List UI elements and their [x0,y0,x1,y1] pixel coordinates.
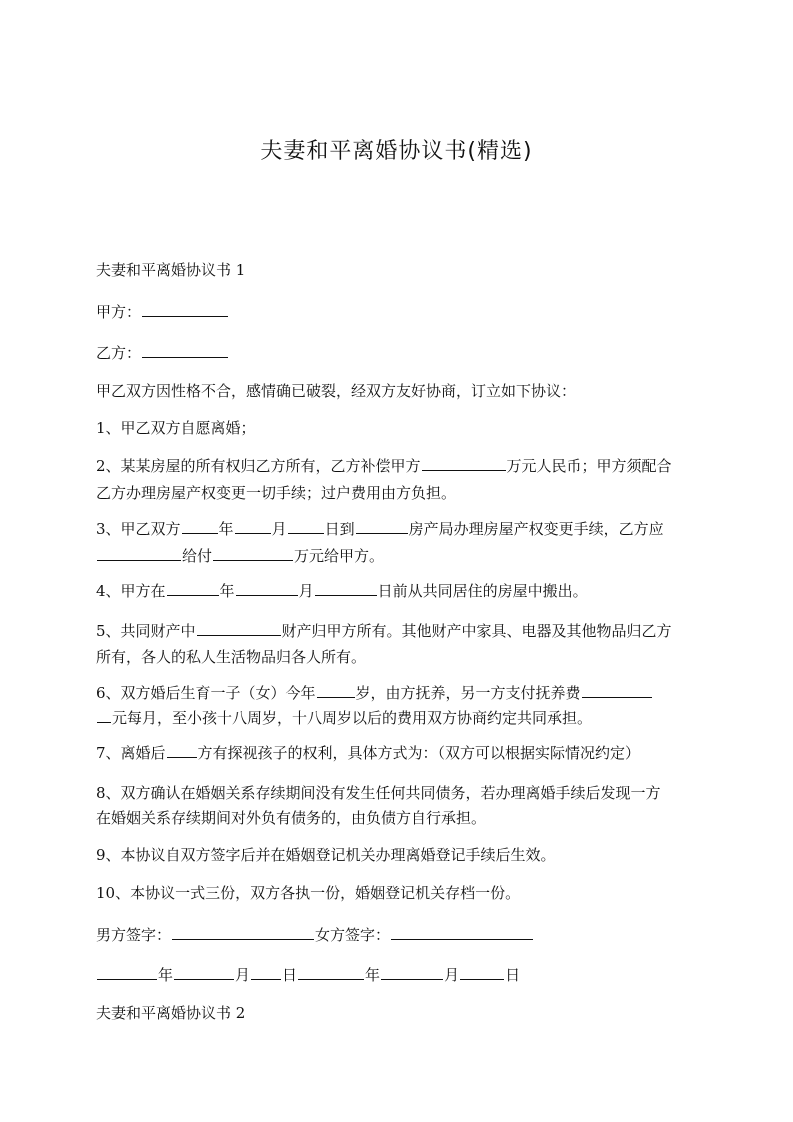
date-2-day-blank [460,965,504,980]
clause-3-year: 年 [218,520,234,538]
date-1-month-blank [174,965,234,980]
agreement-heading-2: 夫妻和平离婚协议书 2 [96,1004,246,1022]
clause-5-text-b: 财产归甲方所有。其他财产中家具、电器及其他物品归乙方 [281,622,672,640]
clause-3-line-1 [96,516,706,543]
clause-3-amount-blank [213,546,293,561]
clause-9: 9、本协议自双方签字后并在婚姻登记机关办理离婚登记手续后生效。 [96,846,556,864]
clause-2-text-b: 万元人民币；甲方须配合 [506,457,672,475]
clause-6-age-blank [317,683,355,698]
clause-3-day: 日到 [324,520,355,538]
clause-4 [96,578,706,605]
clause-4-text-b: 日前从共同居住的房屋中搬出。 [377,582,588,600]
clause-4-month-blank [236,581,298,596]
date-line [96,962,706,989]
date-2-year-blank [298,965,364,980]
clause-4-day-blank [315,581,377,596]
date-2-day: 日 [505,966,521,984]
date-1-day: 日 [282,966,298,984]
party-b-blank [142,343,228,358]
clause-2-line-1 [96,453,706,480]
clause-6-text-b: 岁，由方抚养，另一方支付抚养费 [355,684,581,702]
party-b-label: 乙方： [96,344,142,362]
clause-7-blank [167,743,197,758]
clause-2-blank [422,456,506,471]
date-1-year: 年 [158,966,174,984]
female-signature-blank [391,925,533,940]
clause-7 [96,740,706,767]
clause-3-year-blank [182,519,218,534]
clause-2-line-2: 乙方办理房屋产权变更一切手续；过户费用由方负担。 [96,484,457,502]
date-2-year: 年 [365,966,381,984]
party-a-label: 甲方： [96,303,142,321]
agreement-heading-1: 夫妻和平离婚协议书 1 [96,261,246,279]
clause-3-text-b: 房产局办理房屋产权变更手续，乙方应 [408,520,664,538]
clause-5-text-a: 5、共同财产中 [96,622,196,640]
clause-3-line-2 [96,543,706,570]
clause-3-month: 月 [271,520,287,538]
clause-3-office-blank [356,519,408,534]
signature-line [96,922,706,949]
clause-5-line-1 [96,618,706,645]
date-1-day-blank [251,965,281,980]
clause-6-line-2 [96,705,706,732]
clause-6-line-1 [96,680,706,707]
male-signature-label: 男方签字： [96,926,172,944]
date-1-year-blank [97,965,157,980]
clause-4-month: 月 [298,582,314,600]
document-title: 夫妻和平离婚协议书(精选) [260,139,533,164]
clause-3-day-blank [288,519,324,534]
clause-2-text-a: 2、某某房屋的所有权归乙方所有，乙方补偿甲方 [96,457,421,475]
clause-6-fee-blank [582,683,652,698]
clause-3-text-a: 3、甲乙双方 [96,520,181,538]
clause-5-blank [197,621,281,636]
clause-3-payer-blank [97,546,181,561]
clause-3-text-e: 万元给甲方。 [294,547,385,565]
clause-1: 1、甲乙双方自愿离婚； [96,419,256,437]
clause-10: 10、本协议一式三份，双方各执一份，婚姻登记机关存档一份。 [96,884,521,902]
clause-6-text-c: 元每月，至小孩十八周岁，十八周岁以后的费用双方协商约定共同承担。 [112,709,593,727]
clause-8-line-2: 在婚姻关系存续期间对外负有债务的，由负债方自行承担。 [96,809,487,827]
clause-7-text-b: 方有探视孩子的权利，具体方式为：（双方可以根据实际情况约定） [197,744,641,762]
clause-4-year: 年 [219,582,235,600]
clause-3-month-blank [235,519,271,534]
clause-6-fee-blank-cont [97,708,111,723]
clause-4-text-a: 4、甲方在 [96,582,166,600]
clause-8-line-1: 8、双方确认在婚姻关系存续期间没有发生任何共同债务，若办理离婚手续后发现一方 [96,784,661,802]
date-2-month-blank [381,965,443,980]
clause-3-text-c: 给付 [182,547,213,565]
date-2-month: 月 [444,966,460,984]
party-a-line [96,299,706,326]
male-signature-blank [172,925,314,940]
clause-6-text-a: 6、双方婚后生育一子（女）今年 [96,684,316,702]
clause-5-line-2: 所有，各人的私人生活物品归各人所有。 [96,648,367,666]
date-1-month: 月 [235,966,251,984]
party-a-blank [142,302,228,317]
clause-7-text-a: 7、离婚后 [96,744,166,762]
intro-paragraph: 甲乙双方因性格不合，感情确已破裂，经双方友好协商，订立如下协议： [96,382,577,400]
clause-4-year-blank [167,581,219,596]
party-b-line [96,340,706,367]
female-signature-label: 女方签字： [315,926,391,944]
